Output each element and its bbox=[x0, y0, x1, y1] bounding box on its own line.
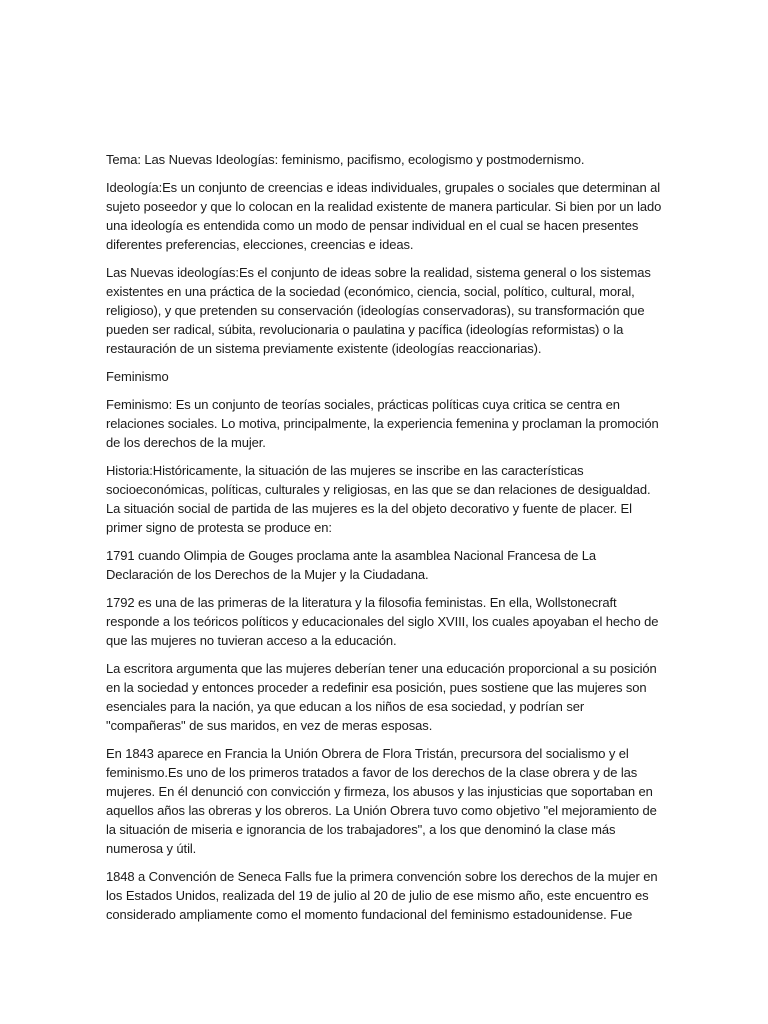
paragraph-1792: 1792 es una de las primeras de la literatura y la filosofia feministas. En ella, Wollstonecraft responde a los teóricos políticos y educacionales del siglo XVIII, los cuales apoyaban el hecho de que las mujeres no tuvieran acceso a la educación. bbox=[106, 595, 659, 648]
topic-line: Tema: Las Nuevas Ideologías: feminismo, pacifismo, ecologismo y postmodernismo. bbox=[106, 152, 585, 167]
paragraph-1791: 1791 cuando Olimpia de Gouges proclama ante la asamblea Nacional Francesa de La Declaración de los Derechos de la Mujer y la Ciudadana. bbox=[106, 548, 597, 582]
document-page bbox=[106, 150, 662, 933]
feminism-definition: Feminismo: Es un conjunto de teorías sociales, prácticas políticas cuya critica se centra en relaciones sociales. Lo motiva, principalmente, la experiencia femenina y proclaman la promoción de los derechos de la mujer. bbox=[106, 397, 659, 450]
paragraph-1848: 1848 a Convención de Seneca Falls fue la primera convención sobre los derechos de la mujer en los Estados Unidos, realizada del 19 de julio al 20 de julio de ese mismo año, este encuentro es considerado ampliamente como el momento fundacional del feminismo estadounidense. Fue bbox=[106, 869, 658, 922]
new-ideologies-definition: Las Nuevas ideologías:Es el conjunto de ideas sobre la realidad, sistema general o los sistemas existentes en una práctica de la sociedad (económico, ciencia, social, político, cultural, moral, religioso), y que pretenden su conservación (ideologías conservadoras), su transformación que pueden ser radical, súbita, revolucionaria o paulatina y pacífica (ideologías reformistas) o la restauración de un sistema previamente existente (ideologías reaccionarias). bbox=[106, 265, 651, 356]
history-paragraph: Historia:Históricamente, la situación de las mujeres se inscribe en las características socioeconómicas, políticas, culturales y religiosas, en las que se dan relaciones de desigualdad. La situación social de partida de las mujeres es la del objeto decorativo y fuente de placer. El primer signo de protesta se produce en: bbox=[106, 463, 651, 535]
section-heading-feminism: Feminismo bbox=[106, 369, 169, 384]
paragraph-1843: En 1843 aparece en Francia la Unión Obrera de Flora Tristán, precursora del socialismo y el feminismo.Es uno de los primeros tratados a favor de los derechos de la clase obrera y de las mujeres. En él denunció con convicción y firmeza, los abusos y las injusticias que soportaban en aquellos años las obreras y los obreros. La Unión Obrera tuvo como objetivo "el mejoramiento de la situación de miseria e ignorancia de los trabajadores", a los que denominó la clase más numerosa y útil. bbox=[106, 746, 657, 856]
ideology-definition: Ideología:Es un conjunto de creencias e ideas individuales, grupales o sociales que determinan al sujeto poseedor y que lo colocan en la realidad existente de manera particular. Si bien por un lado una ideología es entendida como un modo de pensar individual en el cual se hacen presentes diferentes preferencias, elecciones, creencias e ideas. bbox=[106, 180, 662, 252]
writer-argument-paragraph: La escritora argumenta que las mujeres deberían tener una educación proporcional a su posición en la sociedad y entonces proceder a redefinir esa posición, pues sostiene que las mujeres son esenciales para la nación, ya que educan a los niños de esa sociedad, y podrían ser "compañeras" de sus maridos, en vez de meras esposas. bbox=[106, 661, 657, 733]
